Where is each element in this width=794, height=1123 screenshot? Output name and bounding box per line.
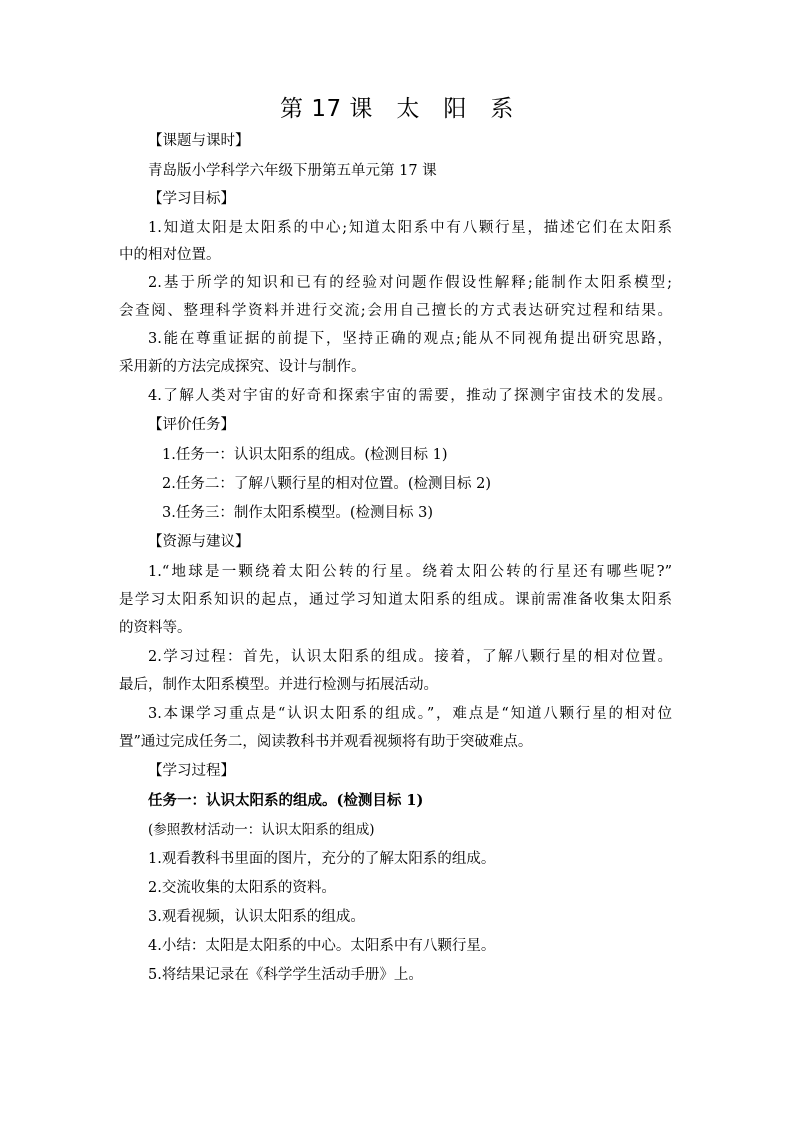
goal-3-line-1: 3.能在尊重证据的前提下，坚持正确的观点;能从不同视角提出研究思路， (148, 331, 672, 347)
goal-4: 4.了解人类对宇宙的好奇和探索宇宙的需要，推动了探测宇宙技术的发展。 (148, 388, 672, 404)
page-title: 第 17 课 太 阳 系 (280, 96, 514, 122)
process-step-1: 1.观看教科书里面的图片，充分的了解太阳系的组成。 (148, 851, 496, 867)
goal-1-line-1: 1.知道太阳是太阳系的中心;知道太阳系中有八颗行星，描述它们在太阳系 (148, 220, 672, 236)
task-3: 3.任务三：制作太阳系模型。(检测目标 3) (162, 505, 433, 521)
resource-1-line-3: 的资料等。 (119, 620, 192, 636)
process-step-2: 2.交流收集的太阳系的资料。 (148, 880, 336, 896)
section-heading-goals: 【学习目标】 (148, 191, 235, 207)
section-heading-process: 【学习过程】 (148, 763, 235, 779)
resource-1-line-1: 1.“地球是一颗绕着太阳公转的行星。绕着太阳公转的行星还有哪些呢?” (148, 564, 672, 580)
goal-1-line-2: 中的相对位置。 (119, 247, 221, 263)
course-info-text: 青岛版小学科学六年级下册第五单元第 17 课 (148, 163, 437, 179)
process-step-4: 4.小结：太阳是太阳系的中心。太阳系中有八颗行星。 (148, 938, 496, 954)
resource-3-line-1: 3.本课学习重点是“认识太阳系的组成。”，难点是“知道八颗行星的相对位 (148, 706, 672, 722)
section-heading-tasks: 【评价任务】 (148, 417, 235, 433)
process-step-5: 5.将结果记录在《科学学生活动手册》上。 (148, 967, 423, 983)
task-1: 1.任务一：认识太阳系的组成。(检测目标 1) (162, 447, 448, 463)
process-reference-note: (参照教材活动一：认识太阳系的组成) (148, 822, 375, 838)
resource-3-line-2: 置”通过完成任务二，阅读教科书并观看视频将有助于突破难点。 (119, 734, 533, 750)
resource-1-line-2: 是学习太阳系知识的起点，通过学习知道太阳系的组成。课前需准备收集太阳系 (119, 592, 672, 608)
task-2: 2.任务二：了解八颗行星的相对位置。(检测目标 2) (162, 476, 491, 492)
section-heading-resources: 【资源与建议】 (148, 534, 250, 550)
goal-3-line-2: 采用新的方法完成探究、设计与制作。 (119, 359, 366, 375)
resource-2-line-1: 2.学习过程：首先，认识太阳系的组成。接着，了解八颗行星的相对位置。 (148, 649, 672, 665)
goal-2-line-2: 会查阅、整理科学资料并进行交流;会用自己擅长的方式表达研究过程和结果。 (119, 303, 672, 319)
resource-2-line-2: 最后，制作太阳系模型。并进行检测与拓展活动。 (119, 677, 438, 693)
process-task-1-heading: 任务一：认识太阳系的组成。(检测目标 1) (148, 792, 424, 809)
section-heading-course-info: 【课题与课时】 (148, 133, 250, 149)
goal-2-line-1: 2.基于所学的知识和已有的经验对问题作假设性解释;能制作太阳系模型; (148, 275, 672, 291)
process-step-3: 3.观看视频，认识太阳系的组成。 (148, 909, 365, 925)
